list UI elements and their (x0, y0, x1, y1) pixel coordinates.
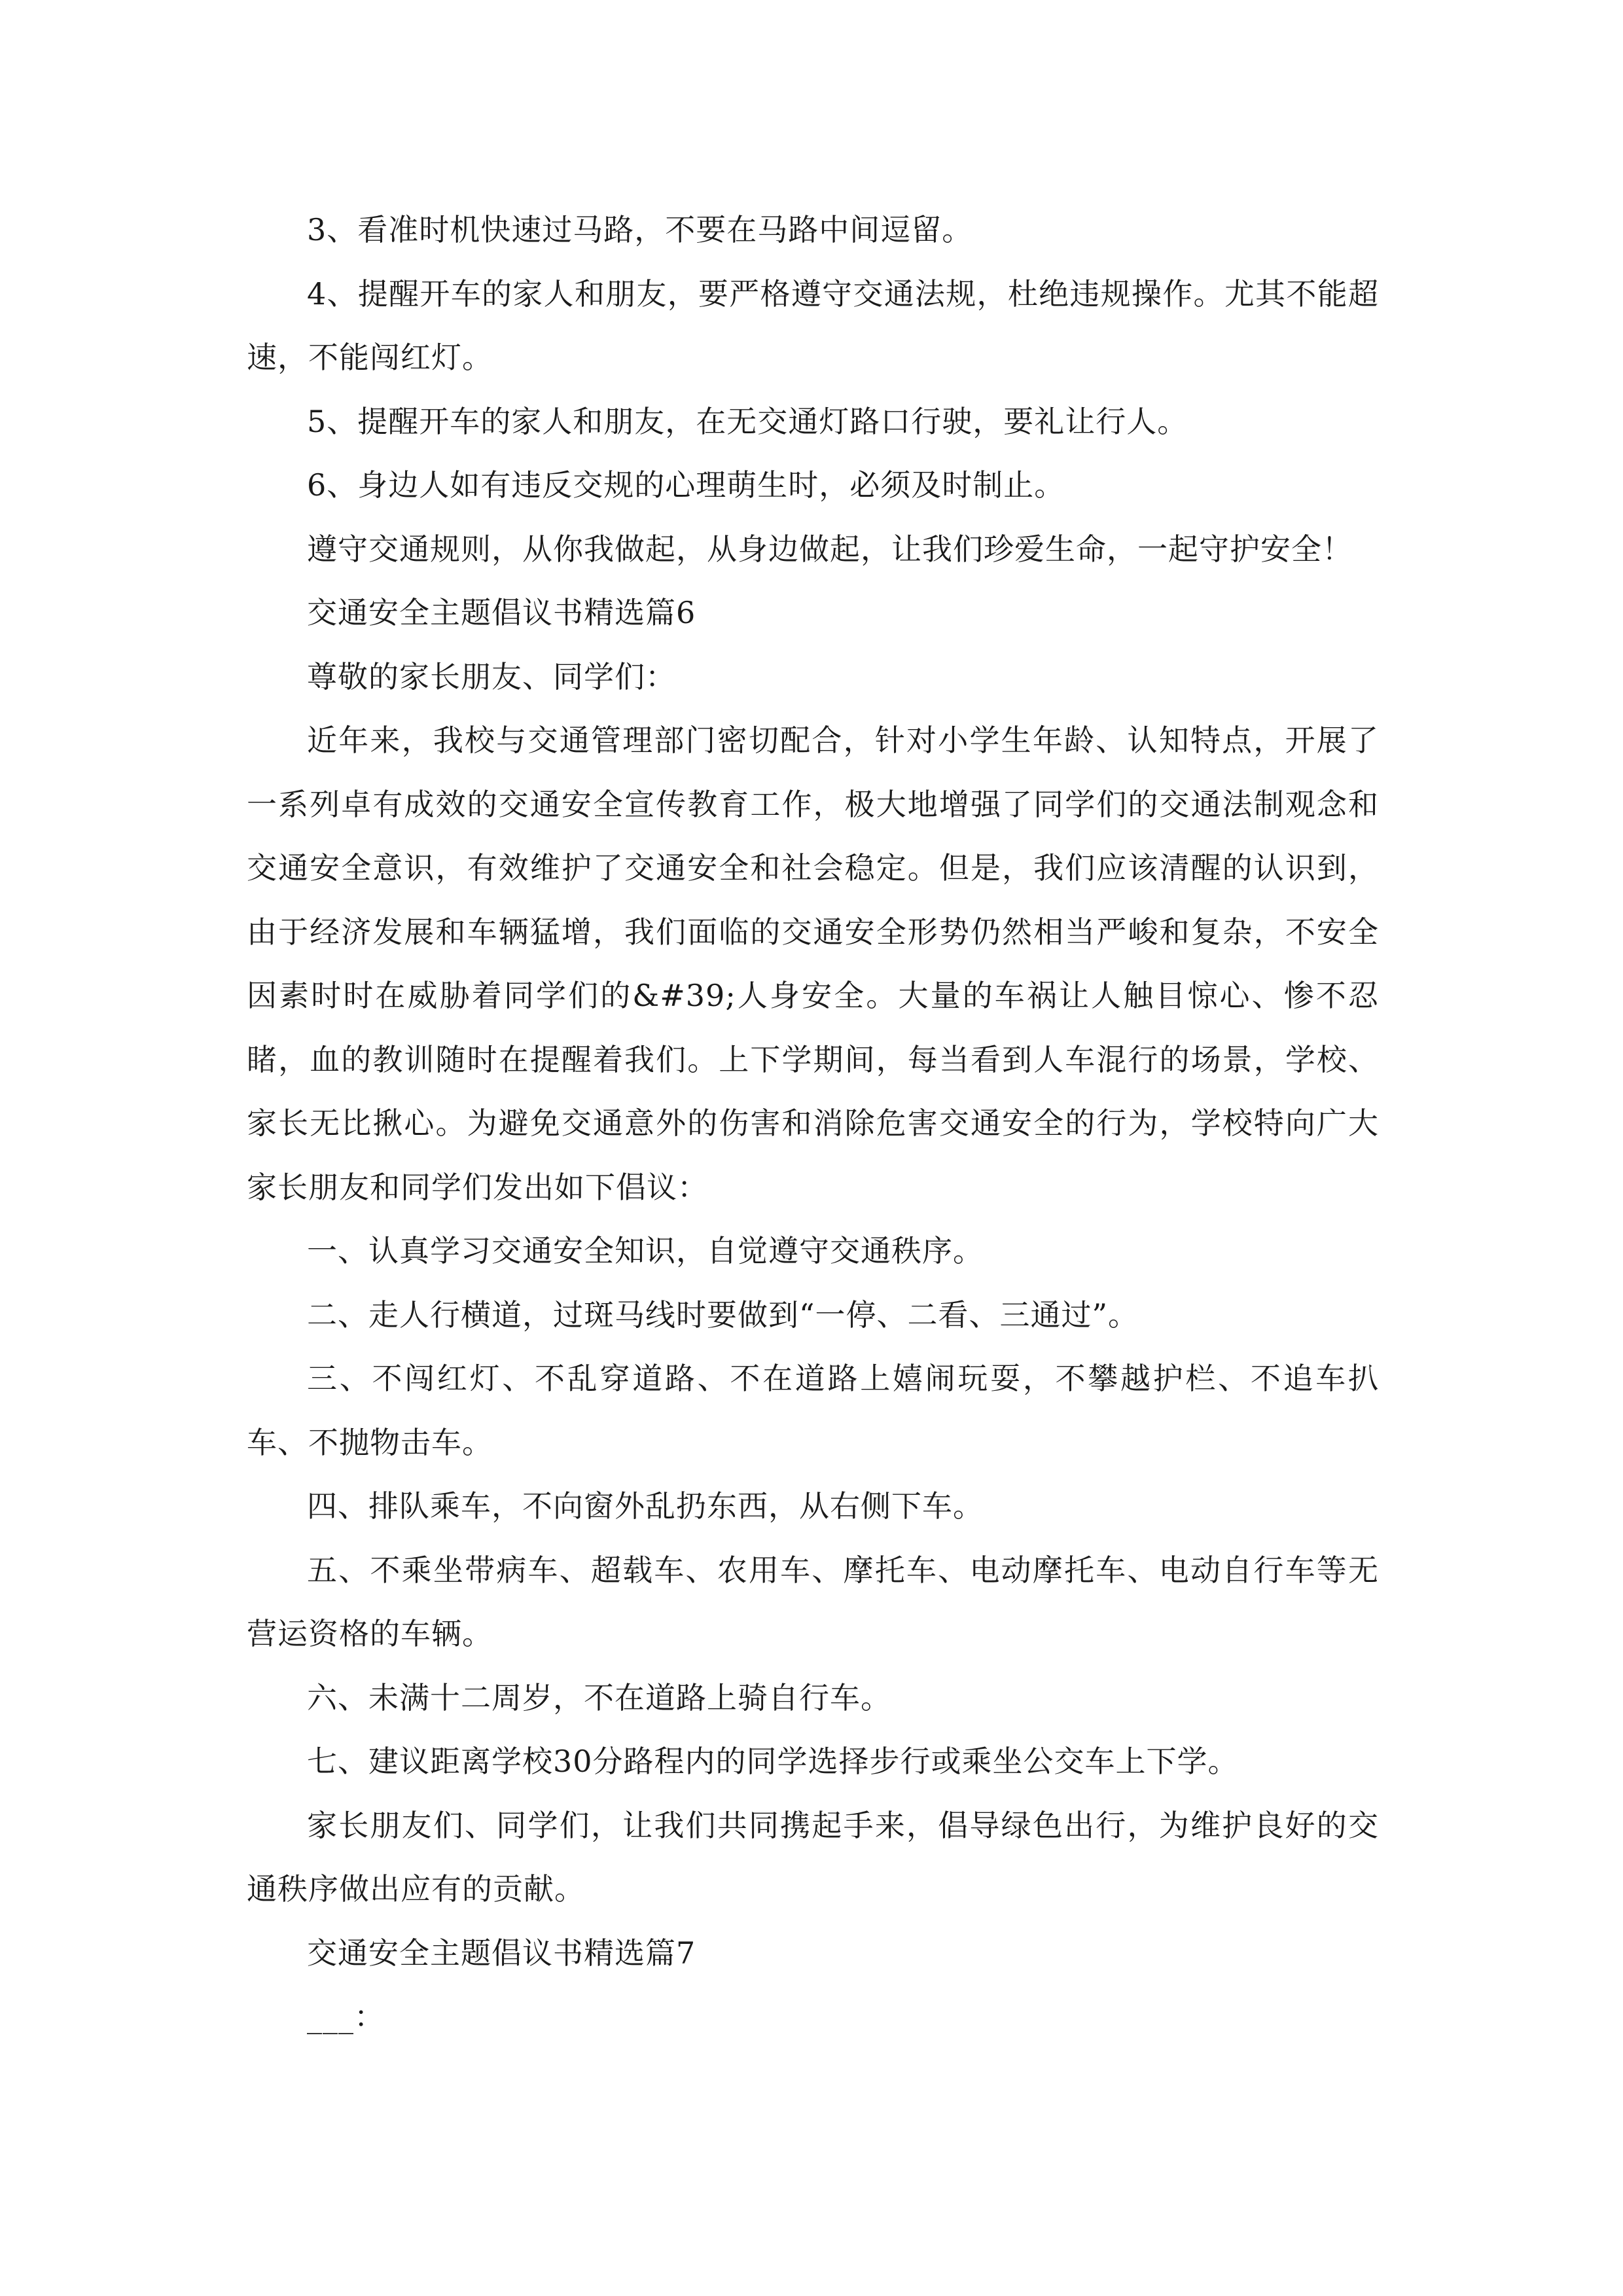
proposal-item-7: 七、建议距离学校30分路程内的同学选择步行或乘坐公交车上下学。 (307, 1744, 1239, 1779)
section-title-6: 交通安全主题倡议书精选篇6 (307, 595, 696, 630)
proposal-item-6: 六、未满十二周岁，不在道路上骑自行车。 (307, 1679, 891, 1715)
salutation: 尊敬的家长朋友、同学们： (307, 658, 676, 694)
paragraph-item-3: 3、看准时机快速过马路，不要在马路中间逗留。 (307, 212, 973, 247)
intro-paragraph: 近年来，我校与交通管理部门密切配合，针对小学生年龄、认知特点，开展了一系列卓有成效的交通安全宣传教育工作，极大地增强了同学们的交通法制观念和交通安全意识，有效维护了交通安全和社会稳定。但是，我们应该清醒的认识到，由于经济发展和车辆猛增，我们面临的交通安全形势仍然相当严峻和复杂，不安全因素时时在威胁着同学们的&#39;人身安全。大量的车祸让人触目惊心、惨不忍睹，血的教训随时在提醒着我们。上下学期间，每当看到人车混行的场景，学校、家长无比揪心。为避免交通意外的伤害和消除危害交通安全的行为，学校特向广大家长朋友和同学们发出如下倡议： (247, 723, 1379, 1205)
proposal-item-3: 三、不闯红灯、不乱穿道路、不在道路上嬉闹玩耍，不攀越护栏、不追车扒车、不抛物击车。 (247, 1361, 1379, 1460)
proposal-item-4: 四、排队乘车，不向窗外乱扔东西，从右侧下车。 (307, 1488, 984, 1524)
document-body (247, 198, 1379, 2049)
section-title-7: 交通安全主题倡议书精选篇7 (307, 1935, 696, 1971)
salutation-blank: ___： (307, 1999, 385, 2034)
closing-paragraph: 家长朋友们、同学们，让我们共同携起手来，倡导绿色出行，为维护良好的交通秩序做出应有的贡献。 (247, 1807, 1379, 1907)
proposal-item-2: 二、走人行横道，过斑马线时要做到“一停、二看、三通过”。 (307, 1297, 1139, 1333)
paragraph-item-4: 4、提醒开车的家人和朋友，要严格遵守交通法规，杜绝违规操作。尤其不能超速，不能闯红灯。 (247, 276, 1379, 375)
paragraph-item-5: 5、提醒开车的家人和朋友，在无交通灯路口行驶，要礼让行人。 (307, 403, 1188, 439)
proposal-item-1: 一、认真学习交通安全知识，自觉遵守交通秩序。 (307, 1233, 984, 1268)
closing-slogan: 遵守交通规则，从你我做起，从身边做起，让我们珍爱生命，一起守护安全！ (307, 531, 1353, 567)
paragraph-item-6: 6、身边人如有违反交规的心理萌生时，必须及时制止。 (307, 467, 1065, 503)
proposal-item-5: 五、不乘坐带病车、超载车、农用车、摩托车、电动摩托车、电动自行车等无营运资格的车辆。 (247, 1552, 1379, 1651)
